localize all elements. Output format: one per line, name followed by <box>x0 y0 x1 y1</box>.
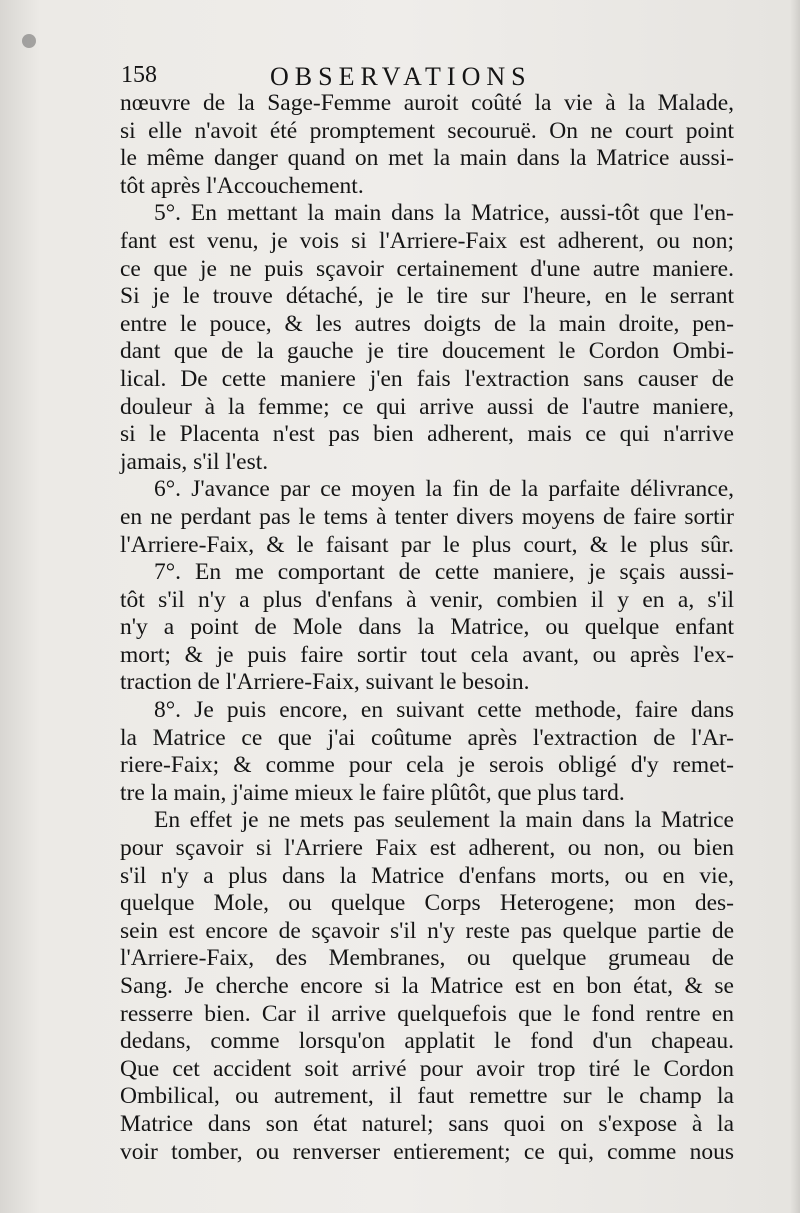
text-line: jamais, s'il l'est. <box>120 448 269 475</box>
text-line: entre le pouce, & les autres doigts de la main droite, pen- <box>120 310 734 337</box>
text-line: la Matrice ce que j'ai coûtume après l'extraction de l'Ar- <box>120 724 734 751</box>
text-line: Matrice dans son état naturel; sans quoi on s'expose à la <box>120 1110 734 1137</box>
text-line: si le Placenta n'est pas bien adherent, mais ce qui n'arrive <box>120 421 734 448</box>
text-line: dant que de la gauche je tire doucement le Cordon Ombi- <box>120 338 734 365</box>
text-line: Que cet accident soit arrivé pour avoir trop tiré le Cordon <box>120 1055 734 1082</box>
text-line: s'il n'y a plus dans la Matrice d'enfans morts, ou en vie, <box>120 862 734 889</box>
text-line: 8°. Je puis encore, en suivant cette methode, faire dans <box>154 697 734 724</box>
text-line: tôt après l'Accouchement. <box>120 172 364 199</box>
text-line: Si je le trouve détaché, je le tire sur l'heure, en le serrant <box>120 283 734 310</box>
ink-spot <box>22 34 36 48</box>
page-number: 158 <box>121 62 157 88</box>
text-line: sein est encore de sçavoir s'il n'y reste pas quelque partie de <box>120 917 734 944</box>
text-line: quelque Mole, ou quelque Corps Heterogene; mon des- <box>120 890 734 917</box>
text-line: fant est venu, je vois si l'Arriere-Faix est adherent, ou non; <box>120 227 734 254</box>
text-line: en ne perdant pas le tems à tenter divers moyens de faire sortir <box>120 503 734 530</box>
text-line: resserre bien. Car il arrive quelquefois que le fond rentre en <box>120 1000 734 1027</box>
text-line: Ombilical, ou autrement, il faut remettre sur le champ la <box>120 1083 734 1110</box>
text-line: nœuvre de la Sage-Femme auroit coûté la vie à la Malade, <box>120 90 734 116</box>
text-line: mort; & je puis faire sortir tout cela avant, ou après l'ex- <box>120 641 734 668</box>
text-line: tre la main, j'aime mieux le faire plûtôt, que plus tard. <box>120 779 625 806</box>
text-line: si elle n'avoit été promptement secouruë. On ne court point <box>120 117 734 144</box>
text-line: l'Arriere-Faix, des Membranes, ou quelque grumeau de <box>120 945 734 972</box>
text-line: douleur à la femme; ce qui arrive aussi de l'autre maniere, <box>120 393 734 420</box>
text-line: tôt s'il n'y a plus d'enfans à venir, combien il y en a, s'il <box>120 586 734 613</box>
text-line: traction de l'Arriere-Faix, suivant le besoin. <box>120 669 530 696</box>
text-line: pour sçavoir si l'Arriere Faix est adherent, ou non, ou bien <box>120 835 734 862</box>
text-line: voir tomber, ou renverser entierement; ce qui, comme nous <box>120 1138 734 1165</box>
running-title: OBSERVATIONS <box>270 62 532 91</box>
text-line: riere-Faix; & comme pour cela je serois obligé d'y remet- <box>120 752 734 779</box>
text-line: ce que je ne puis sçavoir certainement d'une autre maniere. <box>120 255 734 282</box>
text-line: le même danger quand on met la main dans la Matrice aussi- <box>120 145 734 172</box>
text-line: dedans, comme lorsqu'on applatit le fond d'un chapeau. <box>120 1028 734 1055</box>
text-line: n'y a point de Mole dans la Matrice, ou quelque enfant <box>120 614 734 641</box>
text-line: 5°. En mettant la main dans la Matrice, aussi-tôt que l'en- <box>154 200 734 227</box>
text-line: 7°. En me comportant de cette maniere, je sçais aussi- <box>154 559 734 586</box>
text-line: l'Arriere-Faix, & le faisant par le plus court, & le plus sûr. <box>120 531 734 558</box>
text-line: 6°. J'avance par ce moyen la fin de la parfaite délivrance, <box>154 476 734 503</box>
body-text <box>120 90 734 1166</box>
text-line: En effet je ne mets pas seulement la main dans la Matrice <box>154 807 734 834</box>
text-line: Sang. Je cherche encore si la Matrice est en bon état, & se <box>120 973 734 999</box>
text-line: lical. De cette maniere j'en fais l'extraction sans causer de <box>120 365 734 392</box>
